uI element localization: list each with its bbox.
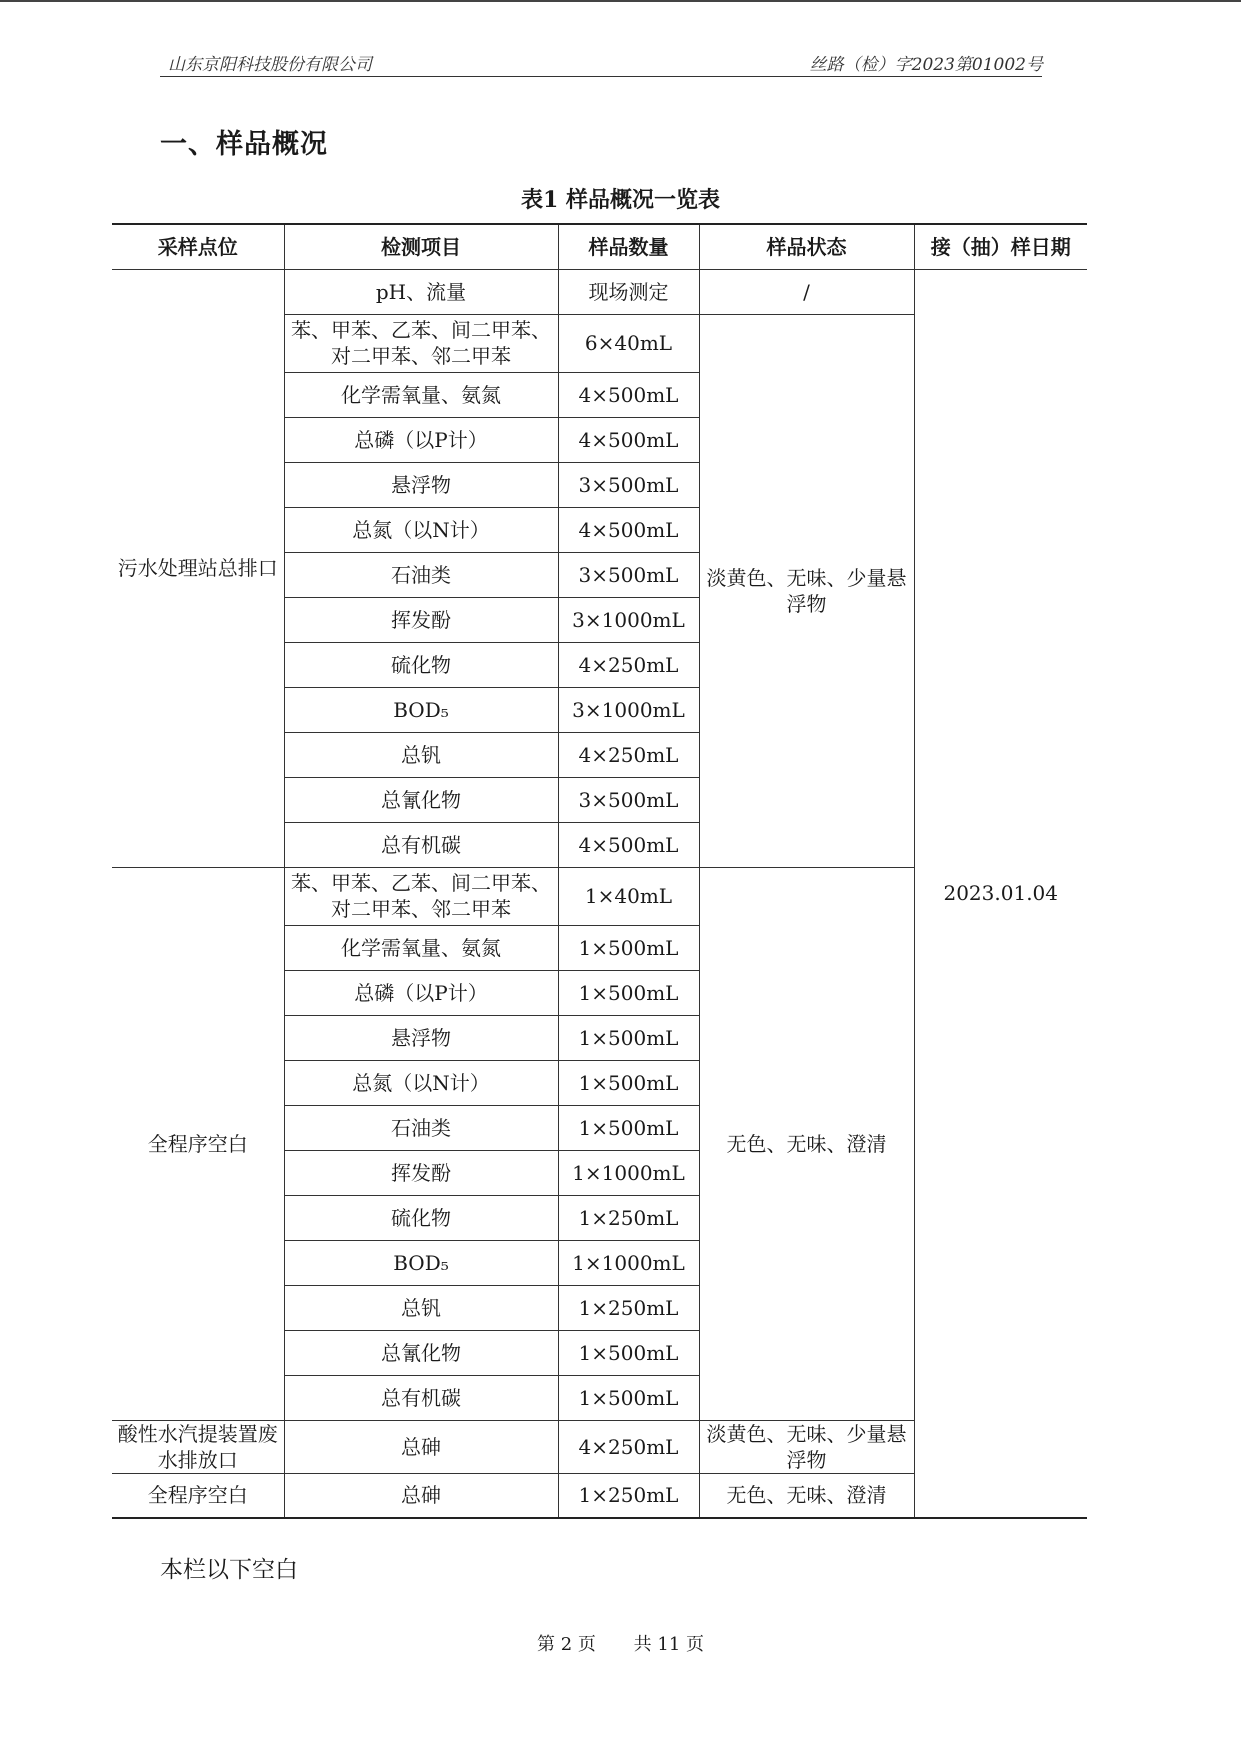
test-item-cell: 总有机碳 [284,1375,558,1420]
col-header-site: 采样点位 [112,224,284,269]
sample-site-cell: 全程序空白 [112,867,284,1420]
test-item-cell: 石油类 [284,552,558,597]
test-item-cell: 挥发酚 [284,597,558,642]
col-header-state: 样品状态 [699,224,914,269]
sample-quantity-cell: 1×1000mL [558,1150,699,1195]
sample-site-cell: 酸性水汽提装置废水排放口 [112,1420,284,1473]
sampling-date-cell: 2023.01.04 [914,269,1087,1518]
test-item-cell: 悬浮物 [284,462,558,507]
sample-state-cell: 淡黄色、无味、少量悬浮物 [699,314,914,867]
report-number: 丝路（检）字2023第01002号 [809,55,1043,75]
sample-state-cell: 淡黄色、无味、少量悬浮物 [699,1420,914,1473]
test-item-cell: BOD₅ [284,1240,558,1285]
company-name: 山东京阳科技股份有限公司 [168,55,372,75]
sample-quantity-cell: 3×500mL [558,552,699,597]
sample-quantity-cell: 1×500mL [558,1105,699,1150]
sample-quantity-cell: 现场测定 [558,269,699,314]
test-item-cell: 苯、甲苯、乙苯、间二甲苯、对二甲苯、邻二甲苯 [284,867,558,925]
sample-overview-table [112,223,1087,1519]
sample-quantity-cell: 4×250mL [558,1420,699,1473]
test-item-cell: 挥发酚 [284,1150,558,1195]
test-item-cell: 硫化物 [284,642,558,687]
sample-quantity-cell: 1×500mL [558,1015,699,1060]
test-item-cell: 化学需氧量、氨氮 [284,372,558,417]
test-item-cell: 石油类 [284,1105,558,1150]
table-header-row [112,224,1087,269]
sample-quantity-cell: 4×500mL [558,372,699,417]
col-header-date: 接（抽）样日期 [914,224,1087,269]
test-item-cell: 总氮（以N计） [284,507,558,552]
test-item-cell: 总砷 [284,1473,558,1518]
table-caption: 表1 样品概况一览表 [521,187,720,213]
sample-quantity-cell: 1×500mL [558,970,699,1015]
sample-quantity-cell: 3×500mL [558,462,699,507]
sample-quantity-cell: 6×40mL [558,314,699,372]
table-row [112,269,1087,314]
test-item-cell: 总有机碳 [284,822,558,867]
test-item-cell: 总氰化物 [284,777,558,822]
sample-quantity-cell: 4×250mL [558,642,699,687]
test-item-cell: 悬浮物 [284,1015,558,1060]
sample-quantity-cell: 1×1000mL [558,1240,699,1285]
section-title: 一、样品概况 [160,129,328,160]
sample-quantity-cell: 1×250mL [558,1195,699,1240]
page-footer [0,1630,1241,1656]
scan-top-edge [0,0,1241,2]
sample-state-cell: / [699,269,914,314]
test-item-cell: BOD₅ [284,687,558,732]
test-item-cell: 总磷（以P计） [284,970,558,1015]
sample-quantity-cell: 1×500mL [558,1060,699,1105]
sample-quantity-cell: 4×500mL [558,417,699,462]
sample-state-cell: 无色、无味、澄清 [699,1473,914,1518]
col-header-quantity: 样品数量 [558,224,699,269]
test-item-cell: 化学需氧量、氨氮 [284,925,558,970]
sample-site-cell: 污水处理站总排口 [112,269,284,867]
test-item-cell: 总氮（以N计） [284,1060,558,1105]
sample-quantity-cell: 4×500mL [558,507,699,552]
sample-quantity-cell: 1×500mL [558,925,699,970]
page-total: 共 11 页 [633,1634,704,1655]
sample-quantity-cell: 1×500mL [558,1375,699,1420]
sample-quantity-cell: 3×1000mL [558,687,699,732]
test-item-cell: 总磷（以P计） [284,417,558,462]
sample-quantity-cell: 1×250mL [558,1473,699,1518]
sample-quantity-cell: 4×500mL [558,822,699,867]
sample-quantity-cell: 1×40mL [558,867,699,925]
sample-quantity-cell: 3×500mL [558,777,699,822]
sample-quantity-cell: 1×500mL [558,1330,699,1375]
col-header-item: 检测项目 [284,224,558,269]
test-item-cell: pH、流量 [284,269,558,314]
test-item-cell: 硫化物 [284,1195,558,1240]
test-item-cell: 苯、甲苯、乙苯、间二甲苯、对二甲苯、邻二甲苯 [284,314,558,372]
sample-quantity-cell: 1×250mL [558,1285,699,1330]
test-item-cell: 总钒 [284,732,558,777]
test-item-cell: 总钒 [284,1285,558,1330]
header-rule [160,76,1042,77]
test-item-cell: 总砷 [284,1420,558,1473]
page-number: 第 2 页 [537,1634,596,1655]
test-item-cell: 总氰化物 [284,1330,558,1375]
blank-below-note: 本栏以下空白 [160,1557,298,1583]
sample-quantity-cell: 3×1000mL [558,597,699,642]
sample-quantity-cell: 4×250mL [558,732,699,777]
sample-state-cell: 无色、无味、澄清 [699,867,914,1420]
sample-site-cell: 全程序空白 [112,1473,284,1518]
